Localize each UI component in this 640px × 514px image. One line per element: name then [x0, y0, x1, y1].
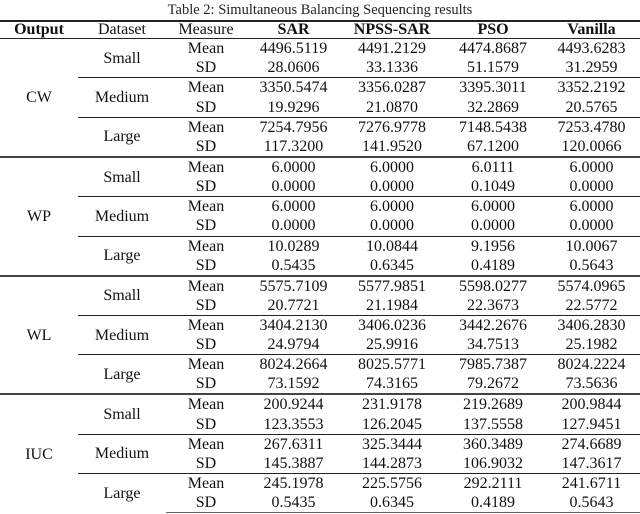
npss-sar-mean-cell: 3356.0287 [341, 78, 443, 98]
pso-mean-cell: 219.2689 [443, 394, 543, 414]
vanilla-mean-cell: 200.9844 [543, 394, 640, 414]
sar-sd-cell: 123.3553 [263, 415, 324, 433]
vanilla-sd-cell: 127.9451 [561, 415, 622, 433]
measure-cell: SD [195, 256, 217, 274]
dataset-cell: Medium [78, 434, 166, 473]
npss-sar-mean-cell: 8025.5771 [341, 355, 443, 375]
table-row [0, 197, 640, 217]
vanilla-sd-cell: 0.0000 [569, 178, 614, 196]
dataset-cell: Large [78, 236, 166, 276]
pso-sd-cell: 32.2869 [467, 98, 519, 116]
vanilla-mean-cell: 274.6689 [543, 434, 640, 454]
sar-sd-cell: 28.0606 [267, 59, 320, 77]
sar-sd-cell: 145.3887 [263, 454, 324, 472]
pso-sd-cell: 0.4189 [443, 493, 543, 513]
sar-mean-cell: 245.1978 [246, 474, 341, 494]
npss-sar-mean-cell: 4491.2129 [358, 40, 426, 58]
pso-mean-cell: 7985.7387 [443, 355, 543, 375]
npss-sar-sd-cell: 25.9916 [366, 336, 418, 354]
dataset-cell: Large [78, 355, 166, 395]
dataset-cell: Small [78, 394, 166, 434]
output-cell: CW [26, 88, 52, 106]
sar-sd-cell: 20.7721 [267, 296, 320, 314]
measure-cell: SD [195, 59, 217, 77]
dataset-cell: Small [78, 276, 166, 316]
dataset-cell: Small [78, 157, 166, 197]
sar-sd-cell: 0.5435 [271, 256, 316, 274]
vanilla-mean-cell: 3406.2830 [543, 315, 640, 335]
npss-sar-sd-cell: 74.3165 [366, 375, 418, 393]
sar-mean-cell: 7254.7956 [246, 117, 341, 137]
measure-cell: Mean [166, 276, 246, 296]
header-dataset: Dataset [78, 21, 166, 39]
vanilla-sd-cell: 73.5636 [565, 375, 618, 393]
measure-cell: Mean [187, 40, 225, 58]
sar-mean-cell: 10.0289 [246, 236, 341, 256]
measure-cell: Mean [166, 197, 246, 217]
npss-sar-sd-cell: 0.6345 [370, 256, 414, 274]
table-body [0, 39, 640, 513]
dataset-cell: Large [78, 474, 166, 513]
measure-cell: Mean [166, 117, 246, 137]
pso-sd-cell: 51.1579 [467, 59, 519, 77]
sar-mean-cell: 8024.2664 [246, 355, 341, 375]
npss-sar-mean-cell: 3406.0236 [341, 315, 443, 335]
pso-sd-cell: 67.1200 [467, 137, 519, 155]
table-caption: Table 2: Simultaneous Balancing Sequencing results [167, 2, 473, 18]
measure-cell: Mean [166, 474, 246, 494]
pso-mean-cell: 5598.0277 [443, 276, 543, 296]
vanilla-sd-cell: 25.1982 [565, 336, 618, 354]
sar-sd-cell: 19.9296 [267, 98, 320, 116]
sar-sd-cell: 0.0000 [271, 217, 316, 235]
vanilla-sd-cell: 147.3617 [561, 454, 622, 472]
dataset-cell: Medium [78, 78, 166, 117]
table-row [0, 78, 640, 98]
vanilla-sd-cell: 120.0066 [561, 137, 622, 155]
header-pso: PSO [443, 21, 543, 39]
measure-cell: SD [195, 296, 217, 314]
table-row [0, 236, 640, 256]
header-measure: Measure [166, 21, 246, 39]
header-output: Output [0, 21, 78, 39]
measure-cell: Mean [166, 157, 246, 177]
pso-mean-cell: 6.0000 [443, 197, 543, 217]
npss-sar-mean-cell: 7276.9778 [341, 117, 443, 137]
vanilla-mean-cell: 5574.0965 [543, 276, 640, 296]
measure-cell: Mean [166, 355, 246, 375]
measure-cell: SD [195, 375, 217, 393]
header-row [0, 21, 640, 39]
npss-sar-sd-cell: 0.0000 [370, 178, 414, 196]
sar-sd-cell: 24.9794 [267, 336, 320, 354]
table-row [0, 276, 640, 296]
npss-sar-sd-cell: 21.1984 [366, 296, 418, 314]
vanilla-mean-cell: 4493.6283 [557, 40, 626, 58]
output-cell: IUC [0, 394, 78, 512]
npss-sar-mean-cell: 6.0000 [341, 197, 443, 217]
vanilla-mean-cell: 10.0067 [543, 236, 640, 256]
measure-cell: Mean [166, 434, 246, 454]
header-vanilla: Vanilla [543, 21, 640, 39]
pso-mean-cell: 9.1956 [443, 236, 543, 256]
table-row [0, 394, 640, 414]
npss-sar-mean-cell: 6.0000 [341, 157, 443, 177]
pso-mean-cell: 4474.8687 [459, 40, 527, 58]
pso-sd-cell: 0.4189 [471, 256, 515, 274]
sar-mean-cell: 5575.7109 [246, 276, 341, 296]
npss-sar-mean-cell: 5577.9851 [341, 276, 443, 296]
pso-mean-cell: 292.2111 [443, 474, 543, 494]
table-row [0, 434, 640, 454]
pso-mean-cell: 3395.3011 [443, 78, 543, 98]
table-row [0, 117, 640, 137]
sar-mean-cell: 267.6311 [246, 434, 341, 454]
pso-mean-cell: 7148.5438 [443, 117, 543, 137]
npss-sar-mean-cell: 231.9178 [341, 394, 443, 414]
dataset-cell: Small [103, 49, 141, 67]
table-row [0, 157, 640, 177]
sar-mean-cell: 6.0000 [246, 197, 341, 217]
dataset-cell: Medium [78, 315, 166, 354]
sar-sd-cell: 73.1592 [267, 375, 320, 393]
sar-mean-cell: 6.0000 [246, 157, 341, 177]
vanilla-sd-cell: 0.5643 [543, 493, 640, 513]
vanilla-sd-cell: 22.5772 [565, 296, 618, 314]
pso-sd-cell: 137.5558 [463, 415, 523, 433]
npss-sar-mean-cell: 325.3444 [341, 434, 443, 454]
vanilla-mean-cell: 3352.2192 [543, 78, 640, 98]
measure-cell: Mean [166, 78, 246, 98]
sar-sd-cell: 0.5435 [246, 493, 341, 513]
npss-sar-sd-cell: 21.0870 [366, 98, 418, 116]
vanilla-sd-cell: 31.2959 [565, 59, 618, 77]
vanilla-sd-cell: 20.5765 [565, 98, 618, 116]
sar-mean-cell: 4496.5119 [259, 40, 328, 58]
measure-cell: SD [195, 217, 217, 235]
pso-mean-cell: 6.0111 [443, 157, 543, 177]
npss-sar-mean-cell: 225.5756 [341, 474, 443, 494]
npss-sar-sd-cell: 144.2873 [362, 454, 422, 472]
vanilla-sd-cell: 0.5643 [569, 256, 614, 274]
output-cell: WP [0, 157, 78, 276]
npss-sar-sd-cell: 141.9520 [362, 137, 422, 155]
measure-cell: Mean [166, 394, 246, 414]
npss-sar-mean-cell: 10.0844 [341, 236, 443, 256]
measure-cell: SD [195, 415, 217, 433]
results-table [0, 20, 640, 513]
pso-sd-cell: 106.9032 [463, 454, 523, 472]
pso-sd-cell: 0.1049 [471, 178, 515, 196]
sar-sd-cell: 0.0000 [271, 178, 316, 196]
pso-sd-cell: 79.2672 [467, 375, 519, 393]
pso-sd-cell: 0.0000 [471, 217, 515, 235]
measure-cell: SD [195, 137, 217, 155]
vanilla-mean-cell: 8024.2224 [543, 355, 640, 375]
sar-mean-cell: 3404.2130 [246, 315, 341, 335]
measure-cell: SD [166, 493, 246, 513]
measure-cell: SD [195, 454, 217, 472]
sar-mean-cell: 200.9244 [246, 394, 341, 414]
vanilla-mean-cell: 241.6711 [543, 474, 640, 494]
pso-sd-cell: 34.7513 [467, 336, 519, 354]
npss-sar-sd-cell: 126.2045 [362, 415, 422, 433]
vanilla-sd-cell: 0.0000 [569, 217, 614, 235]
measure-cell: SD [195, 98, 217, 116]
npss-sar-sd-cell: 0.6345 [341, 493, 443, 513]
pso-mean-cell: 3442.2676 [443, 315, 543, 335]
vanilla-mean-cell: 6.0000 [543, 197, 640, 217]
table-row [0, 39, 640, 59]
pso-sd-cell: 22.3673 [467, 296, 519, 314]
table-row [0, 474, 640, 494]
dataset-cell: Medium [78, 197, 166, 236]
header-sar: SAR [246, 21, 341, 39]
sar-sd-cell: 117.3200 [263, 137, 324, 155]
npss-sar-sd-cell: 0.0000 [370, 217, 414, 235]
measure-cell: SD [195, 336, 217, 354]
measure-cell: SD [195, 178, 217, 196]
table-row [0, 315, 640, 335]
npss-sar-sd-cell: 33.1336 [366, 59, 418, 77]
measure-cell: Mean [166, 315, 246, 335]
pso-mean-cell: 360.3489 [443, 434, 543, 454]
vanilla-mean-cell: 7253.4780 [543, 117, 640, 137]
table-row [0, 355, 640, 375]
measure-cell: Mean [166, 236, 246, 256]
sar-mean-cell: 3350.5474 [246, 78, 341, 98]
output-cell: WL [0, 276, 78, 395]
dataset-cell: Large [78, 117, 166, 157]
vanilla-mean-cell: 6.0000 [543, 157, 640, 177]
header-npss-sar: NPSS-SAR [341, 21, 443, 39]
